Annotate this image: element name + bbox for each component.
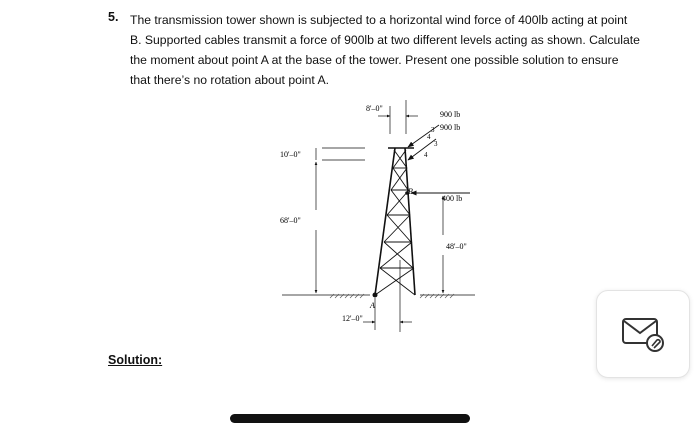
tower-diagram bbox=[270, 90, 510, 350]
transmission-tower-figure bbox=[270, 90, 510, 350]
horizontal-scrollbar[interactable] bbox=[230, 414, 470, 423]
slope-3-b: 3 bbox=[434, 140, 438, 148]
attach-button[interactable] bbox=[596, 290, 690, 378]
dim-left-large-label: 68'–0" bbox=[280, 216, 301, 225]
envelope-paperclip-icon bbox=[621, 315, 665, 353]
solution-label: Solution: bbox=[108, 353, 163, 367]
dim-top-label: 8'–0" bbox=[366, 104, 383, 113]
problem-number: 5. bbox=[108, 10, 119, 24]
point-a-marker bbox=[373, 293, 378, 298]
slope-4-b: 4 bbox=[424, 151, 428, 159]
dim-bottom-label: 12'–0" bbox=[342, 314, 363, 323]
cable-force-arrow-2 bbox=[408, 139, 436, 160]
dim-right-label: 48'–0" bbox=[446, 242, 467, 251]
label-a: A bbox=[370, 301, 375, 310]
slope-3-a: 3 bbox=[431, 126, 435, 134]
tower-bracing bbox=[375, 150, 415, 295]
problem-statement: The transmission tower shown is subjected to a horizontal wind force of 400lb acting at point B. Supported cables transmit a force of 900lb at two different levels acting as shown. Calculate the moment about point A at the base of the tower. Present one possible solution to ensure that there’s no rotation about point A. bbox=[130, 13, 640, 87]
tower-legs bbox=[375, 148, 415, 295]
wind-force-label: 400 lb bbox=[442, 194, 463, 203]
slope-4-a: 4 bbox=[427, 133, 431, 141]
cable-force-label-1: 900 lb bbox=[440, 110, 461, 119]
dim-left-small-label: 10'–0" bbox=[280, 150, 301, 159]
label-b: B bbox=[408, 187, 413, 196]
cable-force-label-2: 900 lb bbox=[440, 123, 461, 132]
